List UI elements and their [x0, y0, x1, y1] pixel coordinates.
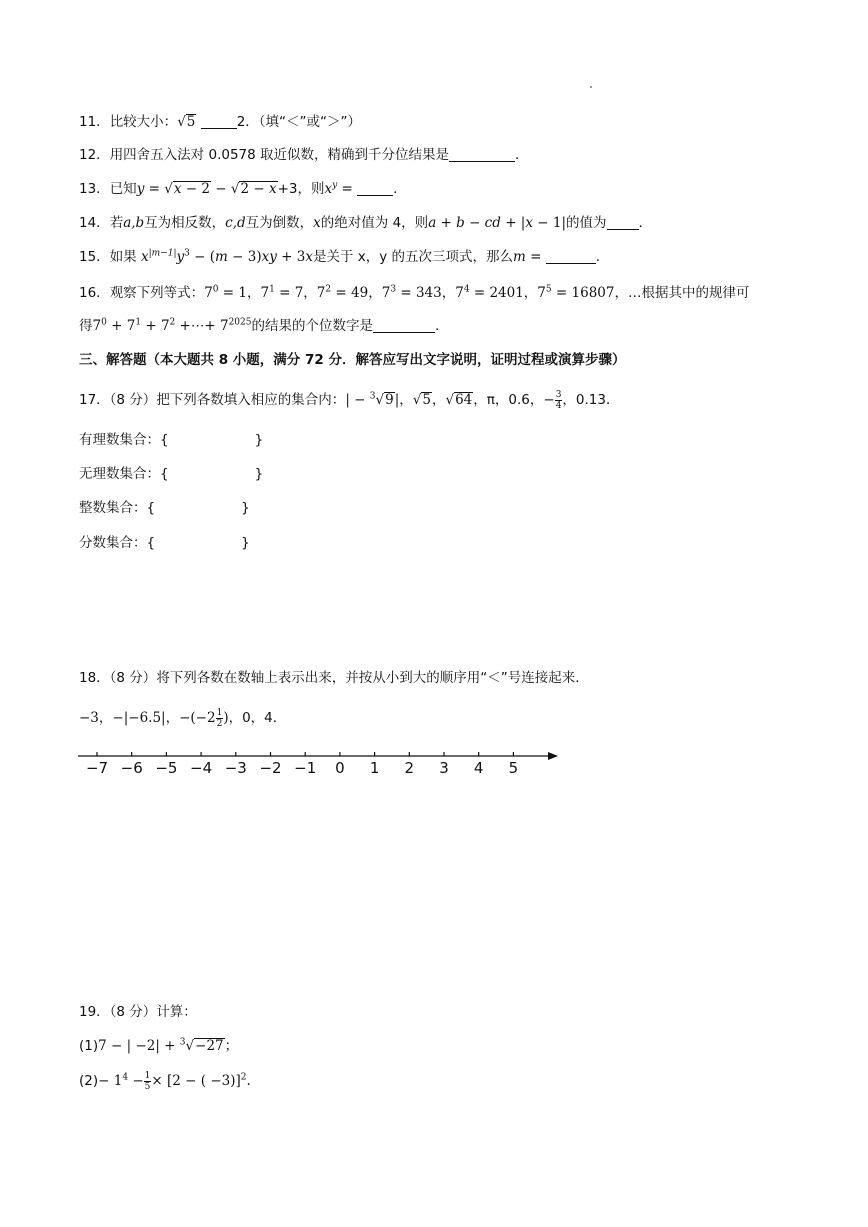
question-18-numbers	[79, 708, 286, 729]
question-text: ，0，4．	[228, 710, 287, 726]
question-12	[79, 145, 519, 165]
set-close-brace: }	[254, 432, 264, 448]
set-rational	[79, 430, 263, 450]
number-line-tick-label: −7	[85, 759, 109, 777]
math-expression: a,b	[123, 215, 145, 231]
question-text: 用四舍五入法对 0.0578 取近似数，精确到千分位结果是	[109, 147, 450, 163]
math-expression: $x^y$ =	[324, 180, 353, 197]
question-text: 是关于 x，y 的五次三项式，那么	[312, 249, 514, 265]
set-label: 无理数集合：{	[79, 466, 169, 482]
set-close-brace: }	[254, 466, 264, 482]
question-number: 18．（8 分）	[79, 670, 157, 686]
set-label: 有理数集合：{	[79, 432, 169, 448]
set-irrational	[79, 464, 263, 484]
set-close-brace: }	[241, 500, 250, 516]
math-expression: a + b − cd + |x − 1|	[428, 215, 567, 231]
question-text: 若	[109, 215, 124, 231]
answer-blank[interactable]	[607, 215, 639, 230]
question-18	[79, 668, 589, 688]
number-line-tick-label: 4	[473, 759, 484, 777]
question-text: 计算：	[156, 1004, 197, 1020]
question-text: 的值为	[566, 215, 607, 231]
number-line-tick-label: −4	[190, 759, 213, 777]
answer-blank[interactable]	[449, 147, 515, 162]
question-number: 15．	[79, 249, 110, 265]
number-line-tick-label: 0	[335, 759, 345, 777]
arrow-icon	[548, 752, 558, 760]
number-line-tick-label: 5	[508, 759, 519, 777]
set-label: 整数集合：{	[79, 500, 156, 516]
answer-blank[interactable]	[546, 249, 596, 264]
number-line-tick-label: −6	[120, 759, 143, 777]
page-corner-mark	[590, 86, 592, 88]
number-line-tick-label: −2	[259, 759, 282, 777]
answer-blank[interactable]	[357, 181, 393, 196]
math-expression: $x^{|m-1|}y^3 - (m - 3)xy + 3x$	[140, 248, 313, 265]
math-expression: $7^0 = 1$，$7^1 = 7$，$7^2 = 49$，$7^3 = 343$，$7^4 = 2401$，$7^5 = 16807$	[204, 284, 615, 301]
question-number: 19．（8 分）	[79, 1004, 157, 1020]
answer-blank[interactable]	[373, 318, 435, 333]
question-13	[79, 179, 397, 199]
number-line[interactable]	[70, 745, 570, 765]
question-text: ，…根据其中的规律可	[614, 285, 750, 301]
math-expression: $7^0 + 7^1 + 7^2$ +⋯+ $7^{2025}$	[92, 317, 252, 334]
radicand: 5	[186, 114, 196, 130]
question-17	[79, 390, 619, 411]
math-expression: −3，−|−6.5|，−(−2 $\frac{1}{2}$ )	[79, 708, 229, 729]
question-text: 把下列各数填入相应的集合内：	[156, 392, 346, 408]
question-16-line-2	[79, 316, 439, 336]
sqrt-sign: √	[177, 114, 186, 130]
answer-blank[interactable]	[201, 114, 237, 129]
set-label: 分数集合：{	[79, 535, 156, 551]
question-number: 17．（8 分）	[79, 392, 157, 408]
set-integer	[79, 498, 250, 518]
math-expression: y = √x − 2 − √2 − x	[136, 181, 277, 197]
question-text: 比较大小：	[109, 114, 178, 130]
question-number: 11．	[79, 114, 110, 130]
question-text: .	[595, 249, 601, 265]
math-expression: − $\frac{3}{4}$	[543, 390, 562, 411]
question-text: 已知	[109, 181, 137, 197]
math-expression: m =	[513, 249, 542, 265]
question-text: ，0.13．	[562, 392, 620, 408]
question-text: 2．（填“＜”或“＞”）	[236, 114, 362, 130]
question-text: 得	[79, 318, 93, 334]
question-15	[79, 247, 600, 267]
part-number: (1)	[79, 1038, 99, 1054]
math-expression: c,d	[225, 215, 246, 231]
question-text: 如果	[109, 249, 141, 265]
set-close-brace: }	[241, 535, 250, 551]
question-text: .	[638, 215, 643, 231]
math-expression: 7 − | −2| + $^3$√−27；	[98, 1037, 239, 1054]
question-number: 14．	[79, 215, 110, 231]
question-text: .	[434, 318, 440, 334]
question-number: 16．	[79, 285, 110, 301]
question-19-part-1	[79, 1036, 238, 1056]
part-number: (2)	[79, 1073, 99, 1089]
question-19	[79, 1002, 197, 1022]
question-text: 观察下列等式：	[109, 285, 205, 301]
question-text: 的结果的个位数字是	[251, 318, 373, 334]
section-heading: 三、解答题（本大题共 8 小题，满分 72 分．解答应写出文字说明，证明过程或演算步骤）	[79, 352, 626, 368]
number-line-tick-label: −3	[224, 759, 247, 777]
question-text: 互为相反数，	[144, 215, 226, 231]
question-text: 的绝对值为 4，则	[320, 215, 429, 231]
number-line-tick-label: 2	[404, 759, 415, 777]
question-19-part-2	[79, 1071, 251, 1092]
question-14	[79, 213, 643, 233]
question-text: +3，则	[277, 181, 325, 197]
number-line-tick-label: 3	[439, 759, 449, 777]
math-expression: x	[313, 215, 321, 231]
question-text: 将下列各数在数轴上表示出来，并按从小到大的顺序用“＜”号连接起来．	[156, 670, 589, 686]
question-text: ，π，0.6，	[473, 392, 544, 408]
question-text: .	[515, 147, 520, 163]
number-line-tick-label: −1	[294, 759, 317, 777]
number-line-tick-label: 1	[369, 759, 380, 777]
set-fraction	[79, 533, 250, 553]
question-number: 13．	[79, 181, 110, 197]
math-expression: | − $^3$√9|，√5，√64	[345, 391, 473, 408]
math-expression: − $1^4$ − $\frac{1}{5}$ × [2 − ( −3)]$^2$.	[98, 1071, 251, 1092]
question-text: 互为倒数，	[245, 215, 314, 231]
question-16-line-1	[79, 283, 749, 303]
number-line-tick-label: −5	[155, 759, 178, 777]
question-11	[79, 112, 361, 132]
question-text: .	[393, 181, 398, 197]
question-number: 12．	[79, 147, 110, 163]
